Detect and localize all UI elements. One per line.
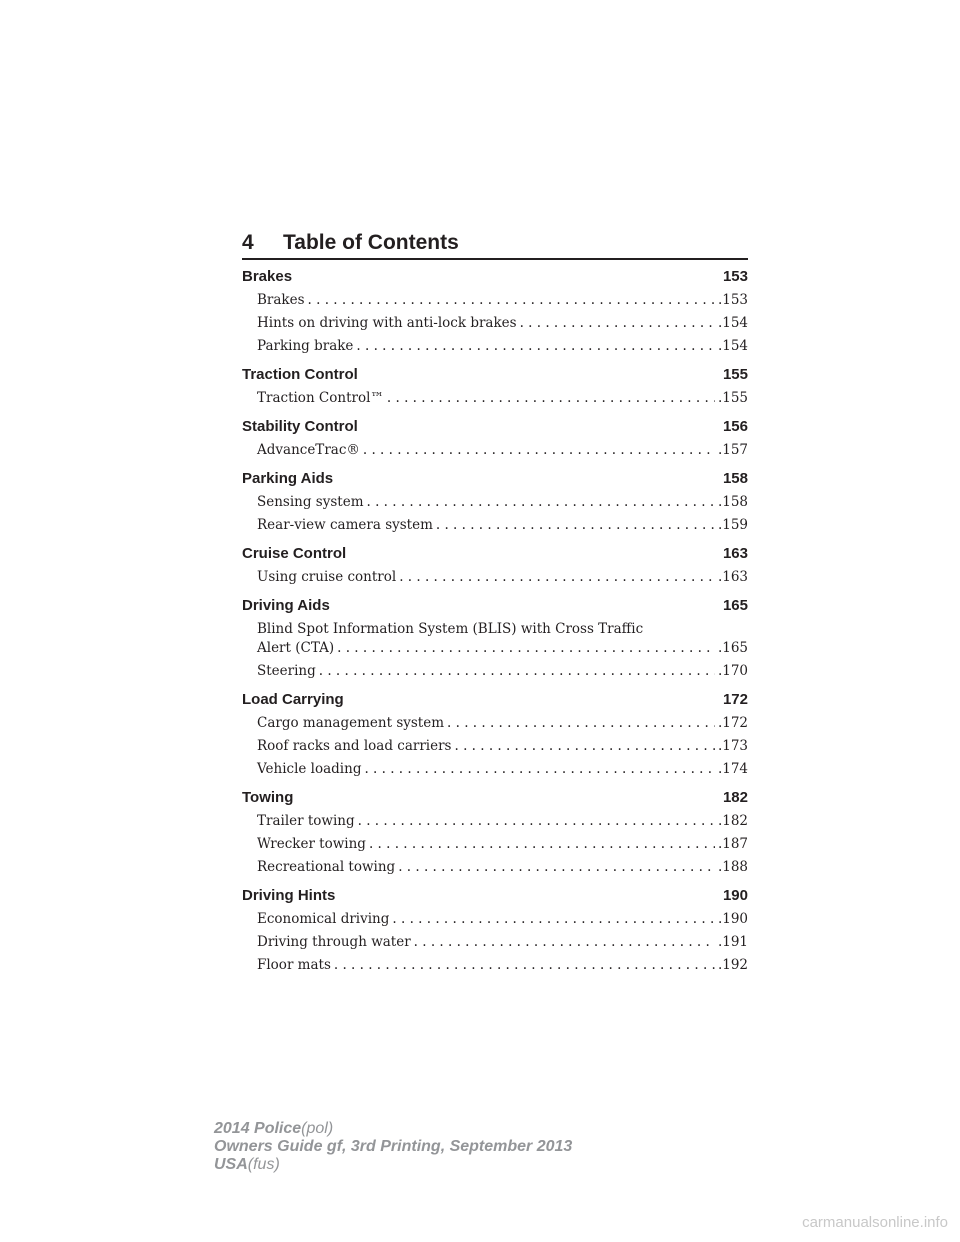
toc-section: [242, 416, 748, 460]
section-title: Driving Aids: [242, 597, 330, 614]
dot-leader: [358, 812, 715, 831]
dot-leader: [364, 760, 714, 779]
entry-page: .159: [717, 517, 748, 533]
entry-page: .187: [717, 836, 748, 852]
dot-leader: [447, 714, 715, 733]
dot-leader: [363, 441, 715, 460]
dot-leader: [356, 337, 715, 356]
section-heading[interactable]: [242, 689, 748, 711]
dot-leader: [454, 737, 714, 756]
entry-title: Roof racks and load carriers: [257, 738, 452, 754]
toc-entry[interactable]: [257, 291, 748, 310]
toc-entry[interactable]: [257, 910, 748, 929]
toc-entry[interactable]: [257, 835, 748, 854]
section-title: Towing: [242, 789, 294, 806]
toc-entry[interactable]: [257, 933, 748, 952]
entry-title: Trailer towing: [257, 813, 355, 829]
toc-section: [242, 266, 748, 356]
entry-page: .182: [717, 813, 748, 829]
toc-entry[interactable]: [257, 662, 748, 681]
footer-market-code: (fus): [247, 1156, 280, 1173]
toc-entry[interactable]: [257, 389, 748, 408]
section-heading[interactable]: [242, 543, 748, 565]
footer-market: USA: [214, 1156, 248, 1173]
entry-page: .188: [717, 859, 748, 875]
dot-leader: [399, 568, 715, 587]
section-title: Load Carrying: [242, 691, 344, 708]
section-heading[interactable]: [242, 885, 748, 907]
dot-leader: [334, 956, 715, 975]
dot-leader: [369, 835, 715, 854]
footer-guide-info: Owners Guide gf, 3rd Printing, September 2013: [214, 1138, 573, 1155]
entry-page: .165: [717, 640, 748, 656]
toc-entry[interactable]: [257, 714, 748, 733]
entry-title: Using cruise control: [257, 569, 397, 585]
entry-title: Alert (CTA): [257, 640, 335, 656]
entry-page: .153: [717, 292, 748, 308]
entry-title-line1: Blind Spot Information System (BLIS) with Cross Traffic: [257, 621, 644, 637]
section-page: 190: [722, 887, 748, 904]
entry-page: .172: [717, 715, 748, 731]
dot-leader: [319, 662, 715, 681]
dot-leader: [308, 291, 715, 310]
entry-title: Brakes: [257, 292, 305, 308]
dot-leader: [337, 639, 715, 658]
section-page: 153: [722, 268, 748, 285]
section-page: 182: [722, 789, 748, 806]
dot-leader: [398, 858, 715, 877]
footer-vehicle-code: (pol): [301, 1120, 334, 1137]
entry-title: Economical driving: [257, 911, 390, 927]
entry-page: .154: [717, 338, 748, 354]
entry-title: Steering: [257, 663, 316, 679]
toc-entry[interactable]: [257, 956, 748, 975]
toc-section: [242, 468, 748, 535]
toc-section: [242, 595, 748, 681]
dot-leader: [520, 314, 715, 333]
toc-entry[interactable]: [257, 812, 748, 831]
entry-title: Wrecker towing: [257, 836, 366, 852]
entry-page: .173: [717, 738, 748, 754]
entry-page: .190: [717, 911, 748, 927]
entry-page: .192: [717, 957, 748, 973]
toc-section: [242, 787, 748, 877]
section-title: Parking Aids: [242, 470, 334, 487]
entry-title: Recreational towing: [257, 859, 396, 875]
toc-entry[interactable]: [257, 441, 748, 460]
entry-title: Traction Control™: [257, 390, 384, 406]
section-heading[interactable]: [242, 787, 748, 809]
page-header: [242, 229, 748, 259]
entry-title: Sensing system: [257, 494, 364, 510]
section-page: 172: [722, 691, 748, 708]
table-of-contents: [242, 266, 748, 983]
entry-title: Floor mats: [257, 957, 331, 973]
section-heading[interactable]: [242, 416, 748, 438]
entry-title: Hints on driving with anti-lock brakes: [257, 315, 517, 331]
toc-entry[interactable]: [257, 858, 748, 877]
section-heading[interactable]: [242, 595, 748, 617]
section-title: Traction Control: [242, 366, 358, 383]
entry-title: Driving through water: [257, 934, 411, 950]
toc-entry[interactable]: [257, 760, 748, 779]
section-title: Brakes: [242, 268, 293, 285]
dot-leader: [367, 493, 715, 512]
dot-leader: [387, 389, 715, 408]
watermark: carmanualsonline.info: [802, 1214, 948, 1231]
dot-leader: [392, 910, 715, 929]
section-page: 156: [722, 418, 748, 435]
section-title: Driving Hints: [242, 887, 336, 904]
dot-leader: [436, 516, 715, 535]
entry-page: .163: [717, 569, 748, 585]
toc-section: [242, 364, 748, 408]
toc-section: [242, 689, 748, 779]
section-title: Stability Control: [242, 418, 358, 435]
entry-page: .155: [717, 390, 748, 406]
entry-page: .174: [717, 761, 748, 777]
footer-vehicle: 2014 Police: [214, 1120, 302, 1137]
section-page: 165: [722, 597, 748, 614]
section-page: 163: [722, 545, 748, 562]
toc-entry[interactable]: [257, 314, 748, 333]
toc-section: [242, 885, 748, 975]
page-number: 4: [242, 231, 254, 254]
entry-title: Parking brake: [257, 338, 354, 354]
entry-page: .191: [717, 934, 748, 950]
entry-page: .158: [717, 494, 748, 510]
toc-entry[interactable]: [257, 620, 748, 658]
entry-title: Vehicle loading: [257, 761, 362, 777]
section-page: 155: [722, 366, 748, 383]
entry-title: Rear-view camera system: [257, 517, 433, 533]
section-heading[interactable]: [242, 468, 748, 490]
footer: [214, 1120, 572, 1174]
entry-title: AdvanceTrac®: [257, 442, 360, 458]
section-heading[interactable]: [242, 266, 748, 288]
entry-page: .154: [717, 315, 748, 331]
dot-leader: [414, 933, 715, 952]
toc-section: [242, 543, 748, 587]
toc-entry[interactable]: [257, 337, 748, 356]
section-heading[interactable]: [242, 364, 748, 386]
toc-entry[interactable]: [257, 516, 748, 535]
entry-page: .157: [717, 442, 748, 458]
toc-entry[interactable]: [257, 568, 748, 587]
section-page: 158: [722, 470, 748, 487]
toc-entry[interactable]: [257, 737, 748, 756]
entry-title: Cargo management system: [257, 715, 445, 731]
page-title: Table of Contents: [283, 231, 459, 254]
entry-page: .170: [717, 663, 748, 679]
section-title: Cruise Control: [242, 545, 347, 562]
header-divider: [242, 258, 748, 260]
toc-entry[interactable]: [257, 493, 748, 512]
